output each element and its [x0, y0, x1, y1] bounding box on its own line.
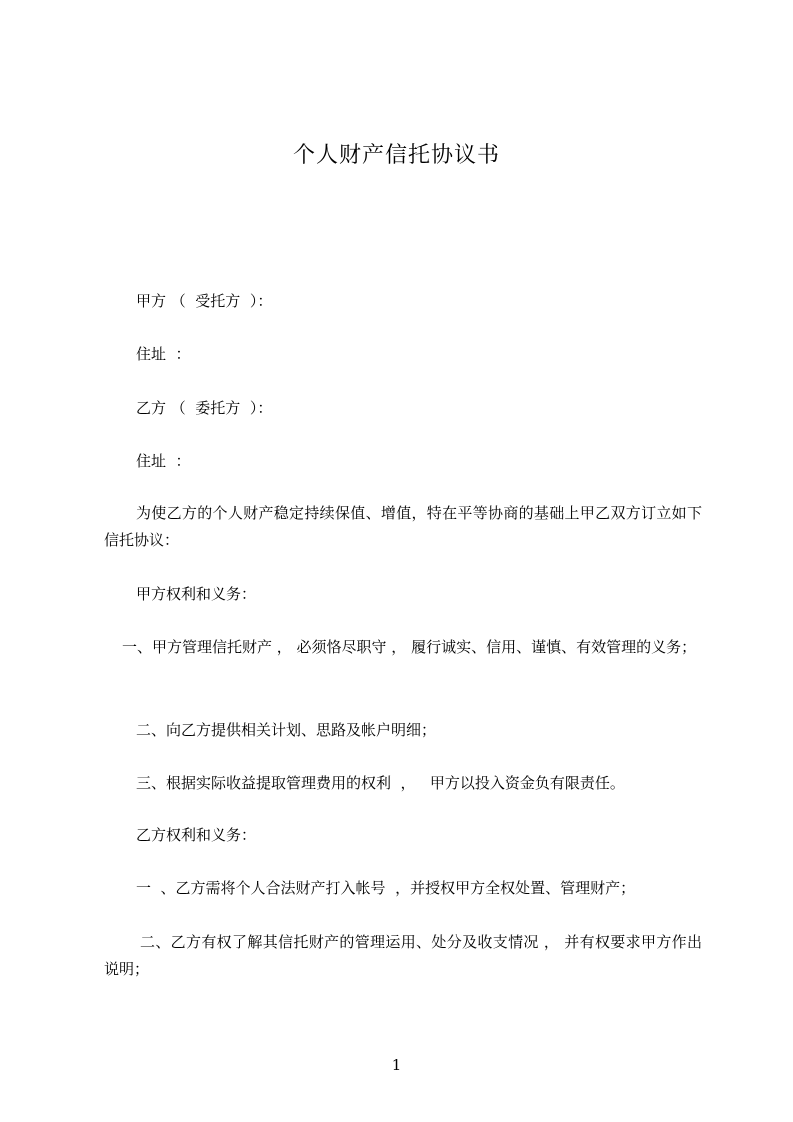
party-b-line: 乙方 （ 委托方 ）： — [136, 399, 273, 417]
page-number: 1 — [391, 1056, 402, 1074]
party-a-item-2: 二、向乙方提供相关计划、思路及帐户明细； — [136, 721, 437, 739]
document-title: 个人财产信托协议书 — [292, 143, 500, 168]
party-b-item-2: 二、乙方有权了解其信托财产的管理运用、处分及收支情况 ， 并有权要求甲方作出 说明； — [104, 933, 702, 978]
party-b-rights-heading: 乙方权利和义务： — [136, 826, 257, 844]
intro-paragraph: 为使乙方的个人财产稳定持续保值、增值，特在平等协商的基础上甲乙双方订立如下信托协议： — [104, 504, 702, 549]
party-a-rights-heading: 甲方权利和义务： — [136, 585, 257, 603]
address-a-line: 住址 ： — [136, 345, 191, 363]
party-b-item-1: 一 、乙方需将个人合法财产打入帐号 ，并授权甲方全权处置、管理财产； — [136, 879, 636, 897]
address-b-line: 住址 ： — [136, 452, 191, 470]
party-a-line: 甲方 （ 受托方 ）： — [136, 292, 273, 310]
party-a-item-3: 三、根据实际收益提取管理费用的权利 ， 甲方以投入资金负有限责任。 — [136, 774, 625, 792]
party-a-item-1: 一、甲方管理信托财产 ， 必须恪尽职守 ， 履行诚实、信用、谨慎、有效管理的义务； — [122, 638, 697, 656]
